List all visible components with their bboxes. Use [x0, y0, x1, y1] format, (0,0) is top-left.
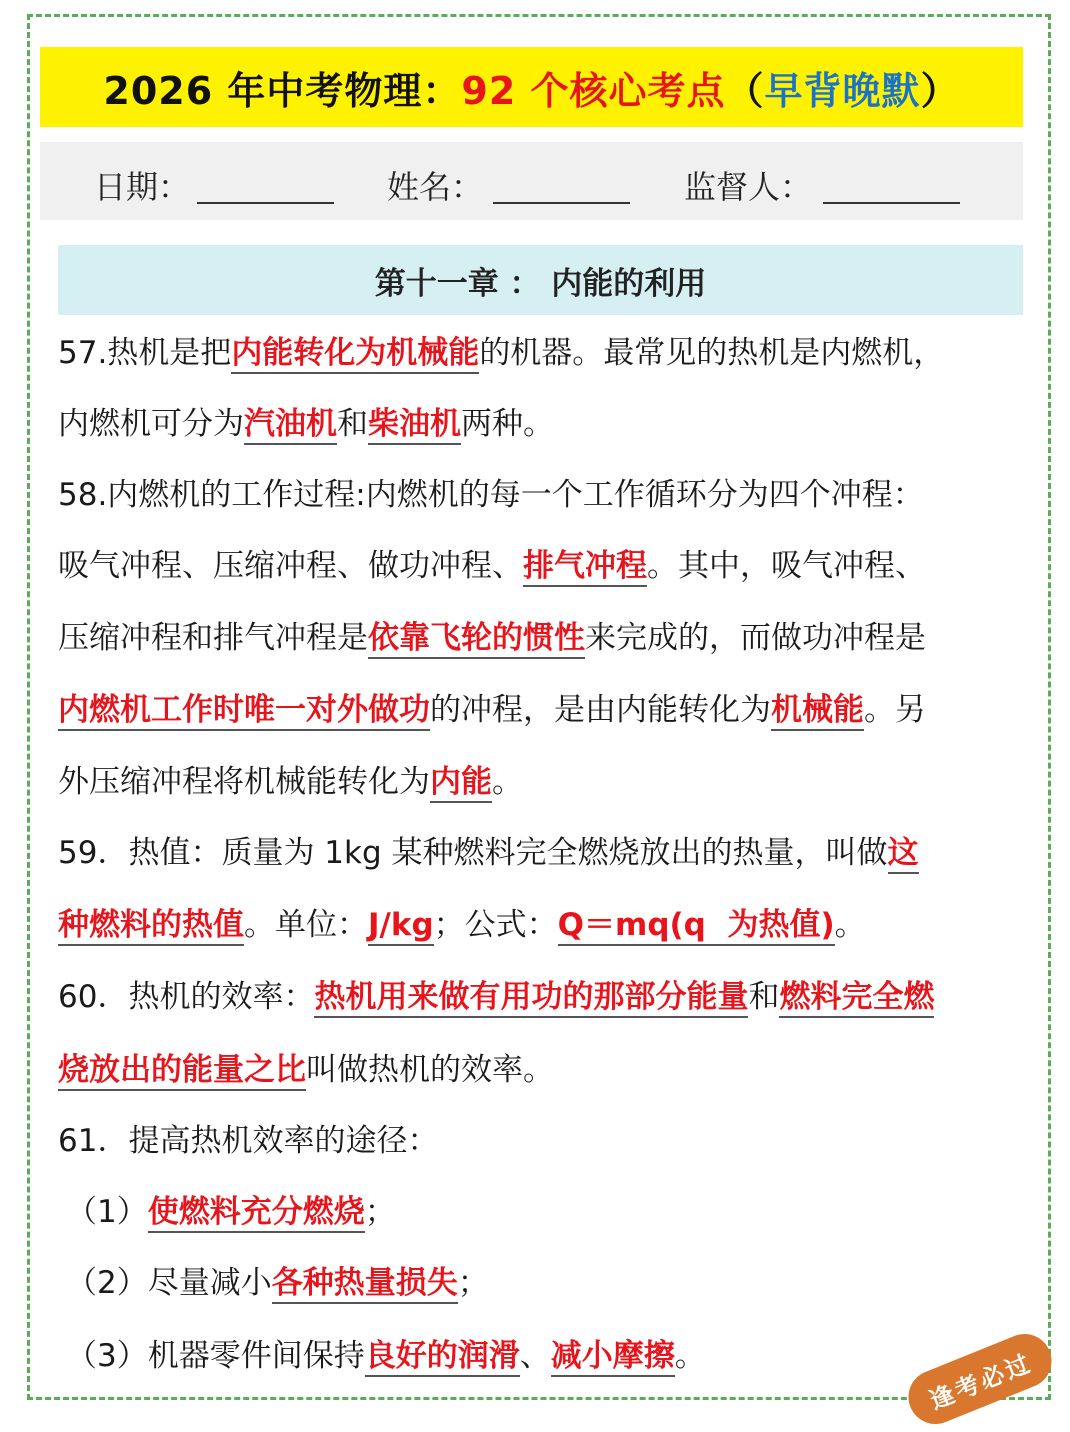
text-run: 60．热机的效率： — [58, 979, 315, 1015]
key-point: 各种热量损失 — [272, 1265, 458, 1304]
text-line — [58, 333, 944, 373]
text-line — [58, 833, 919, 873]
text-run: 和 — [748, 979, 780, 1015]
text-run: 59．热值：质量为 1kg 某种燃料完全燃烧放出的热量，叫做 — [58, 835, 888, 871]
key-point: 减小摩擦 — [551, 1338, 675, 1377]
text-run: 。 — [492, 764, 523, 800]
supervisor-label: 监督人： — [684, 168, 813, 206]
text-run: 。 — [674, 1338, 706, 1374]
info-bar — [40, 142, 1023, 220]
text-run: 外压缩冲程将机械能转化为 — [58, 764, 430, 800]
key-point: 汽油机 — [244, 406, 337, 445]
key-point: 热机用来做有用功的那部分能量 — [314, 979, 748, 1018]
title-subtitle: 早背晚默 — [764, 68, 921, 113]
text-run: 来完成的，而做功冲程是 — [585, 620, 926, 656]
key-point: J/kg — [368, 907, 434, 946]
title-banner — [40, 47, 1023, 127]
key-point: 内燃机工作时唯一对外做功 — [58, 692, 430, 731]
text-line — [58, 977, 934, 1017]
key-point: 柴油机 — [368, 406, 461, 445]
text-run: ； — [457, 1265, 489, 1301]
text-line — [58, 905, 866, 945]
text-run: 。另 — [864, 692, 926, 728]
text-run: 内燃机可分为 — [58, 406, 244, 442]
pass-exam-stamp: 逢考必过 — [900, 1326, 1059, 1432]
key-point: 这 — [888, 835, 919, 874]
name-blank[interactable] — [493, 202, 630, 204]
key-point: 使燃料充分燃烧 — [148, 1194, 365, 1233]
date-blank[interactable] — [197, 202, 334, 204]
text-run: ；公式： — [433, 907, 558, 943]
text-run: 两种。 — [461, 406, 554, 442]
title-paren-open: （ — [725, 68, 765, 113]
title-highlight: 92 个核心考点 — [461, 68, 726, 113]
text-run: （3）机器零件间保持 — [66, 1338, 365, 1374]
text-run: 压缩冲程和排气冲程是 — [58, 620, 368, 656]
text-run: （2）尽量减小 — [66, 1265, 272, 1301]
text-run: 和 — [337, 406, 368, 442]
name-label: 姓名： — [387, 168, 484, 206]
text-run: 的机器。最常见的热机是内燃机， — [479, 335, 945, 371]
text-line — [58, 1121, 438, 1161]
key-point: 依靠飞轮的惯性 — [368, 620, 585, 659]
text-run: 的冲程，是由内能转化为 — [430, 692, 771, 728]
key-point: 排气冲程 — [523, 548, 647, 587]
text-line — [58, 762, 523, 802]
key-point: 内能转化为机械能 — [231, 335, 479, 374]
chapter-heading: 第十一章 ： 内能的利用 — [58, 245, 1023, 315]
text-run: 叫做热机的效率。 — [306, 1052, 554, 1088]
text-line — [58, 618, 926, 658]
text-run: 。 — [834, 907, 866, 943]
text-line — [66, 1192, 396, 1232]
text-line — [58, 546, 926, 586]
text-line — [66, 1263, 489, 1303]
text-line — [58, 1050, 554, 1090]
key-point: 内能 — [430, 764, 492, 803]
text-run: 吸气冲程、压缩冲程、做功冲程、 — [58, 548, 523, 584]
supervisor-blank[interactable] — [823, 202, 960, 204]
text-line — [58, 690, 926, 730]
text-run: 58.内燃机的工作过程:内燃机的每一个工作循环分为四个冲程： — [58, 477, 924, 513]
date-label: 日期： — [94, 168, 191, 206]
text-run: 57.热机是把 — [58, 335, 232, 371]
title-paren-close: ） — [920, 68, 960, 113]
text-run: （1） — [66, 1194, 148, 1230]
key-point: 良好的润滑 — [365, 1338, 520, 1377]
text-line — [58, 404, 554, 444]
text-run: 。单位： — [244, 907, 368, 943]
text-run: 、 — [519, 1338, 551, 1374]
key-point: 种燃料的热值 — [58, 907, 244, 946]
key-point: 机械能 — [771, 692, 864, 731]
text-line — [66, 1336, 706, 1376]
text-run: ； — [364, 1194, 396, 1230]
text-run: 61．提高热机效率的途径： — [58, 1123, 439, 1159]
text-run: 。其中，吸气冲程、 — [647, 548, 926, 584]
title-prefix: 2026 年中考物理： — [103, 68, 462, 113]
key-point: Q＝mq(q 为热值) — [558, 907, 835, 946]
key-point: 烧放出的能量之比 — [58, 1052, 306, 1091]
key-point: 燃料完全燃 — [779, 979, 934, 1018]
text-line — [58, 475, 924, 515]
